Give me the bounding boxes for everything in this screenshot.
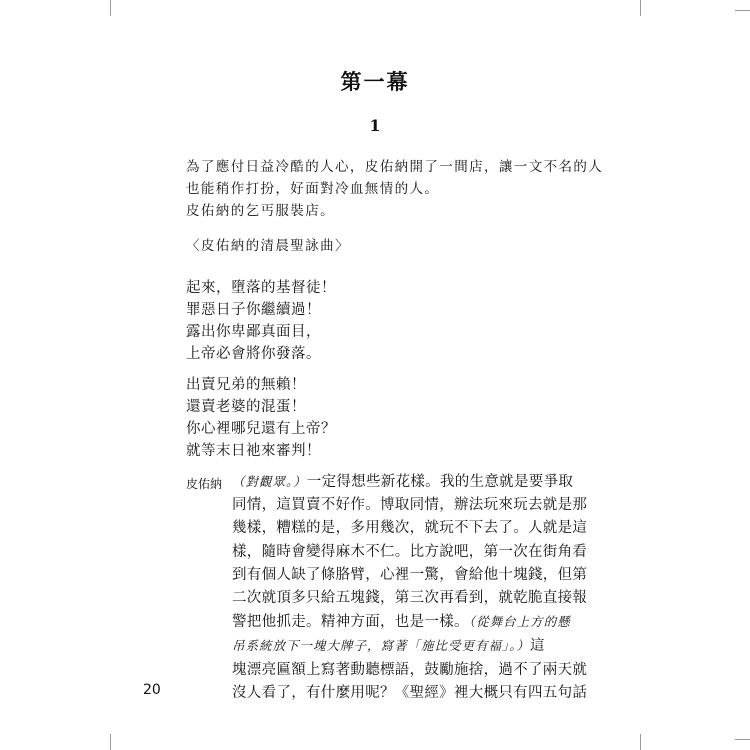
verse-line: 罪惡日子你繼續過！ — [186, 302, 321, 318]
crop-mark-bottom-right — [640, 734, 641, 750]
crop-mark-bottom-left — [110, 734, 111, 750]
dialogue-block — [232, 470, 612, 705]
intro-line: 也能稍作打扮，好面對冷血無情的人。 — [186, 181, 440, 197]
dialogue-text: 警把他抓走。精神方面，也是一樣。 — [232, 614, 469, 631]
dialogue-line: 沒人看了，有什麼用呢？《聖經》裡大概只有四五句話 — [232, 684, 588, 701]
dialogue-line: 同情，這買賣不好作。博取同情，辦法玩來玩去就是那 — [232, 497, 588, 514]
verse-line: 出賣兄弟的無賴！ — [186, 377, 306, 393]
dialogue-line — [232, 634, 612, 658]
stage-direction-intro — [186, 156, 603, 222]
intro-line: 為了應付日益冷酷的人心，皮佑納開了一間店，讓一文不名的人 — [186, 159, 604, 175]
dialogue-line: 幾樣，糟糕的是，多用幾次，就玩不下去了。人就是這 — [232, 520, 588, 537]
stage-direction: （對觀眾。） — [232, 474, 307, 489]
hymn-stanza-1 — [186, 277, 336, 365]
crop-mark-top-left — [110, 0, 111, 16]
dialogue-line — [232, 470, 612, 494]
verse-line: 上帝必會將你發落。 — [186, 346, 321, 362]
dialogue-text: 一定得想些新花樣。我的生意就是要爭取 — [306, 474, 574, 490]
dialogue-line: 樣，隨時會變得麻木不仁。比方說吧，第一次在街角看 — [232, 543, 588, 560]
verse-line: 還賣老婆的混蛋！ — [186, 399, 306, 415]
scene-number: 1 — [369, 116, 381, 135]
crop-mark-right-bottom — [735, 739, 750, 740]
intro-line: 皮佑納的乞丐服裝店。 — [186, 203, 335, 219]
act-title: 第一幕 — [340, 69, 410, 94]
dialogue-text: 這 — [530, 638, 545, 655]
verse-line: 起來，墮落的基督徒！ — [186, 280, 336, 296]
verse-line: 你心裡哪兒還有上帝？ — [186, 421, 336, 437]
dialogue-line: 塊漂亮匾額上寫著動聽標語，鼓勵施捨，過不了兩天就 — [232, 661, 588, 678]
dialogue-line: 二次就頂多只給五塊錢，第三次再看到，就乾脆直接報 — [232, 590, 588, 607]
speaker-name: 皮佑納 — [186, 477, 223, 491]
stage-direction: （從舞台上方的懸 — [468, 614, 571, 630]
dialogue-line — [232, 610, 612, 634]
verse-line: 就等末日祂來審判！ — [186, 443, 321, 459]
page-number: 20 — [143, 682, 161, 698]
song-title: 〈皮佑納的清晨聖詠曲〉 — [186, 238, 350, 254]
verse-line: 露出你卑鄙真面目， — [186, 324, 321, 340]
dialogue-line: 到有個人缺了條胳臂，心裡一驚，會給他十塊錢，但第 — [232, 566, 588, 583]
stage-direction: 吊系統放下一塊大牌子，寫著「施比受更有福」。） — [232, 638, 531, 654]
crop-mark-top-right — [640, 0, 641, 16]
hymn-stanza-2 — [186, 374, 336, 462]
crop-mark-right-top — [735, 10, 750, 11]
